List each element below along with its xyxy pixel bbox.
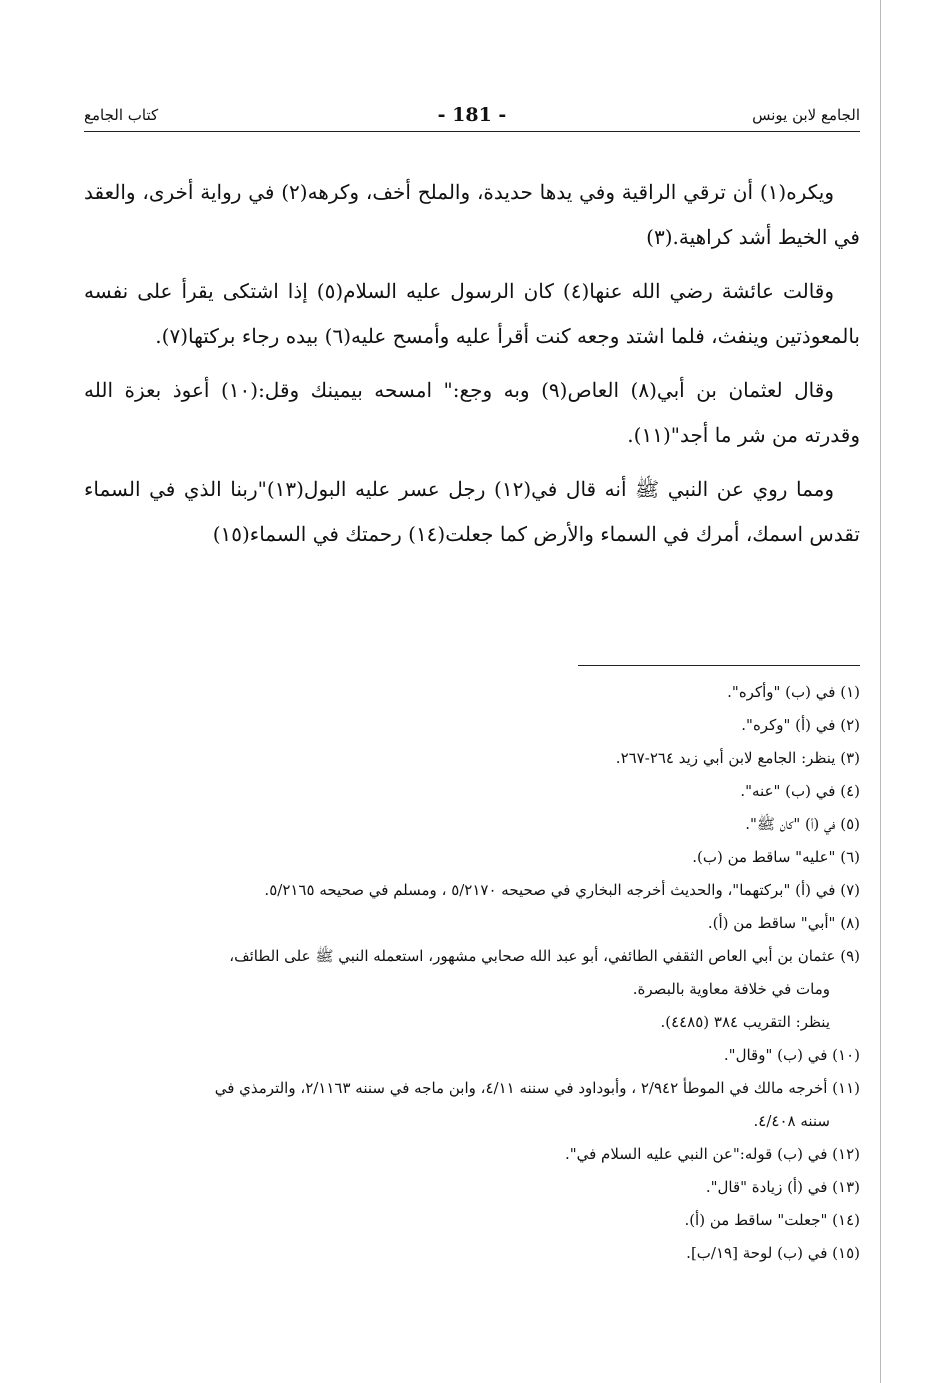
footnote-rule (578, 665, 860, 666)
footnote-line: سننه ٤/٤٠٨. (753, 1112, 830, 1130)
section-title: كتاب الجامع (84, 106, 159, 124)
footnote-line: (١٣) في (أ) زيادة "قال". (705, 1178, 860, 1196)
header-rule (84, 131, 860, 132)
footnote-line: (١٢) في (ب) قوله:"عن النبي عليه السلام في". (564, 1145, 860, 1163)
footnotes (84, 676, 860, 1270)
footnote-line: (٤) في (ب) "عنه". (740, 782, 860, 800)
footnote-line: (١٤) "جعلت" ساقط من (أ). (684, 1211, 860, 1229)
footnote-line: (٣) ينظر: الجامع لابن أبي زيد ٢٦٤-٢٦٧. (615, 749, 860, 767)
paragraph: وقال لعثمان بن أبي(٨) العاص(٩) وبه وجع:" امسحه بيمينك وقل:(١٠) أعوذ بعزة الله وقدرته من شر ما أجد"(١١). (84, 378, 860, 447)
footnote-line: (٨) "أبي" ساقط من (أ). (707, 914, 860, 932)
main-text (84, 170, 860, 566)
footnote-line: (١) في (ب) "وأكره". (727, 683, 860, 701)
footnote-line: (١٥) في (ب) لوحة [١٩/ب]. (686, 1244, 860, 1262)
footnote-line: (٥) في (أ) "كان ﷺ". (745, 815, 860, 833)
running-header (84, 104, 860, 132)
page-edge-line (880, 0, 881, 1383)
footnote-line: (١١) أخرجه مالك في الموطأ ٢/٩٤٢ ، وأبوداود في سننه ٤/١١، وابن ماجه في سننه ٢/١١٦٣، والترمذي في (214, 1079, 860, 1097)
footnote-line: (٧) في (أ) "بركتهما"، والحديث أخرجه البخاري في صحيحه ٥/٢١٧٠ ، ومسلم في صحيحه ٥/٢١٦٥. (264, 881, 860, 899)
footnote-line: ومات في خلافة معاوية بالبصرة. (632, 980, 830, 998)
book-title: الجامع لابن يونس (752, 106, 860, 124)
paragraph: ومما روي عن النبي ﷺ أنه قال في(١٢) رجل عسر عليه البول(١٣)"ربنا الذي في السماء تقدس اسمك، أمرك في السماء والأرض كما جعلت(١٤) رحمتك في السماء(١٥) (84, 477, 860, 546)
footnote-line: ينظر: التقريب ٣٨٤ (٤٤٨٥). (660, 1013, 830, 1031)
footnote-line: (٩) عثمان بن أبي العاص الثقفي الطائفي، أبو عبد الله صحابي مشهور، استعمله النبي ﷺ على الطائف، (229, 947, 860, 965)
paragraph: ويكره(١) أن ترقي الراقية وفي يدها حديدة، والملح أخف، وكرهه(٢) في رواية أخرى، والعقد في الخيط أشد كراهية.(٣) (84, 180, 860, 249)
paragraph: وقالت عائشة رضي الله عنها(٤) كان الرسول عليه السلام(٥) إذا اشتكى يقرأ على نفسه بالمعوذتين وينفث، فلما اشتد وجعه كنت أقرأ عليه وأمسح عليه(٦) بيده رجاء بركتها(٧). (84, 279, 860, 348)
page-number: - 181 - (437, 104, 507, 126)
footnote-line: (٦) "عليه" ساقط من (ب). (692, 848, 860, 866)
footnote-line: (٢) في (أ) "وكره". (741, 716, 860, 734)
footnote-line: (١٠) في (ب) "وقال". (723, 1046, 860, 1064)
